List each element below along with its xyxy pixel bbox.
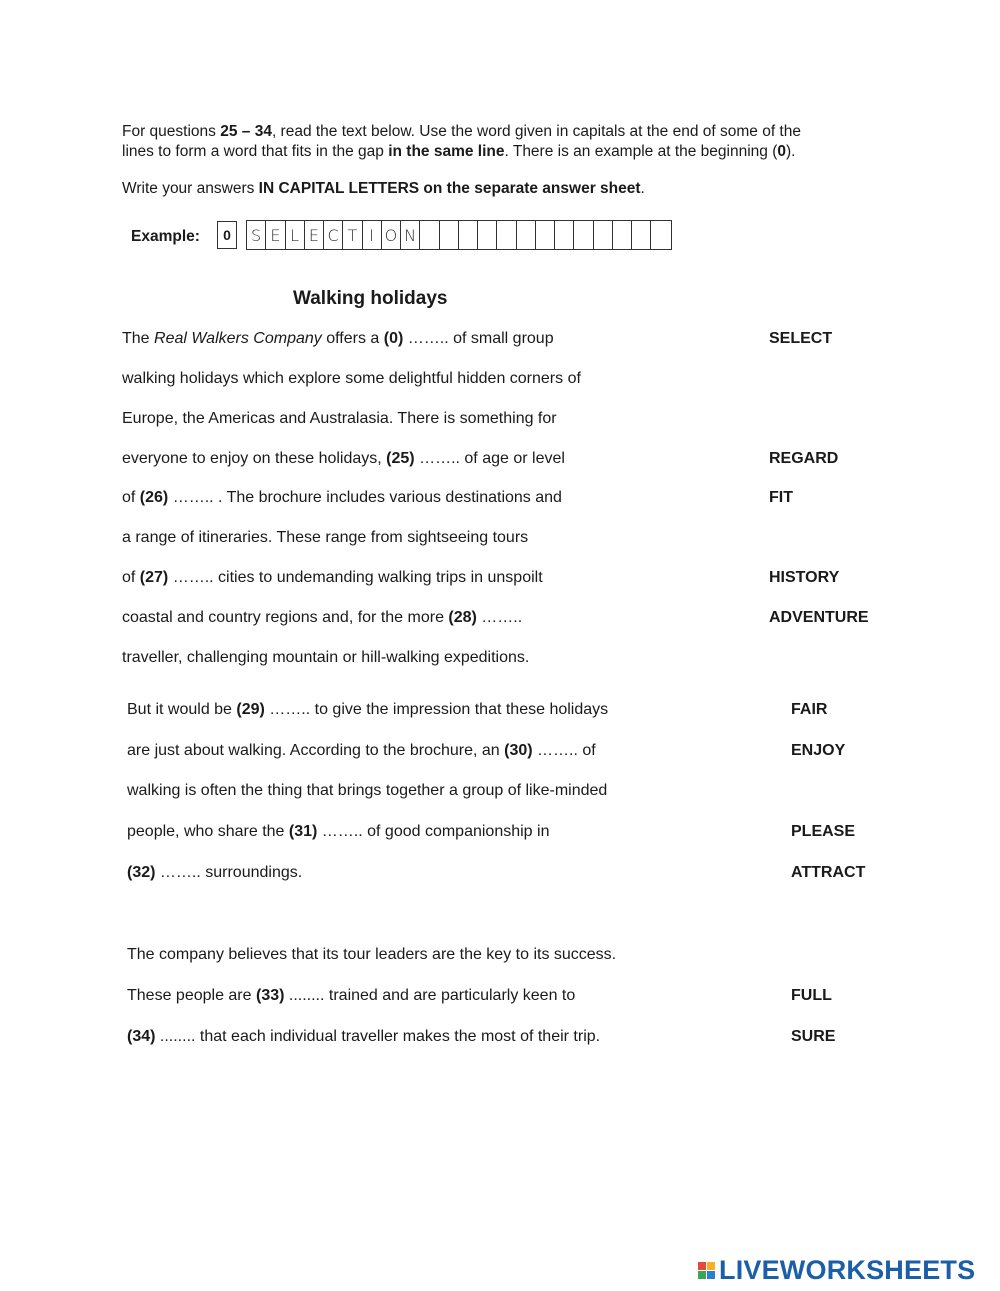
keyword-29: FAIR: [791, 701, 828, 718]
keyword-0: SELECT: [769, 330, 833, 347]
text-line: are just about walking. According to the brochure, an (30) …….. of: [127, 742, 596, 759]
liveworksheets-logo: [698, 1255, 975, 1286]
keyword-31: PLEASE: [791, 823, 856, 840]
answer-cell: C: [324, 221, 343, 249]
answer-cell: [536, 221, 555, 249]
example-label: Example:: [131, 228, 200, 245]
text-line: everyone to enjoy on these holidays, (25) …….. of age or level: [122, 450, 565, 467]
text-line: The company believes that its tour leaders are the key to its success.: [127, 946, 617, 963]
text-line: coastal and country regions and, for the more (28) ……..: [122, 609, 523, 626]
answer-cell: [555, 221, 574, 249]
logo-mark-icon: [698, 1262, 715, 1279]
text-line: of (26) …….. . The brochure includes various destinations and: [122, 489, 562, 506]
keyword-26: FIT: [769, 489, 793, 506]
example-number-box: 0: [217, 221, 237, 249]
text-line: traveller, challenging mountain or hill-walking expeditions.: [122, 649, 530, 666]
answer-cell: [517, 221, 536, 249]
text-line: The Real Walkers Company offers a (0) …….. of small group: [122, 330, 554, 347]
answer-cell: [478, 221, 497, 249]
keyword-30: ENJOY: [791, 742, 846, 759]
text-line: But it would be (29) …….. to give the impression that these holidays: [127, 701, 609, 718]
page-title: Walking holidays: [293, 288, 448, 309]
text-line: These people are (33) ........ trained and are particularly keen to: [127, 987, 576, 1004]
text-line: walking is often the thing that brings together a group of like-minded: [127, 782, 608, 799]
instruction-line-1: For questions 25 – 34, read the text below. Use the word given in capitals at the end of some of the: [122, 123, 801, 140]
answer-cell: O: [382, 221, 401, 249]
keyword-25: REGARD: [769, 450, 839, 467]
answer-cell: [420, 221, 439, 249]
keyword-28: ADVENTURE: [769, 609, 869, 626]
answer-cell: [459, 221, 478, 249]
keyword-34: SURE: [791, 1028, 836, 1045]
instruction-line-3: Write your answers IN CAPITAL LETTERS on the separate answer sheet.: [122, 180, 645, 197]
answer-cell: L: [286, 221, 305, 249]
answer-cell: [440, 221, 459, 249]
text-line: of (27) …….. cities to undemanding walking trips in unspoilt: [122, 569, 543, 586]
answer-cell: [574, 221, 593, 249]
answer-cell: [632, 221, 651, 249]
text-line: people, who share the (31) …….. of good companionship in: [127, 823, 550, 840]
instruction-line-2: lines to form a word that fits in the gap in the same line. There is an example at the beginning (0).: [122, 143, 796, 160]
answer-cell: [651, 221, 670, 249]
answer-cell: [594, 221, 613, 249]
answer-cell: T: [343, 221, 362, 249]
answer-cell: N: [401, 221, 420, 249]
answer-cell: [497, 221, 516, 249]
logo-text: LIVEWORKSHEETS: [719, 1255, 976, 1285]
answer-cell: [613, 221, 632, 249]
example-answer-grid: [246, 220, 672, 250]
keyword-33: FULL: [791, 987, 832, 1004]
answer-cell: I: [363, 221, 382, 249]
keyword-27: HISTORY: [769, 569, 840, 586]
answer-cell: E: [266, 221, 285, 249]
text-line: walking holidays which explore some delightful hidden corners of: [122, 370, 581, 387]
keyword-32: ATTRACT: [791, 864, 866, 881]
answer-cell: S: [247, 221, 266, 249]
text-line: (34) ........ that each individual traveller makes the most of their trip.: [127, 1028, 601, 1045]
answer-cell: E: [305, 221, 324, 249]
text-line: Europe, the Americas and Australasia. There is something for: [122, 410, 557, 427]
text-line: a range of itineraries. These range from sightseeing tours: [122, 529, 529, 546]
text-line: (32) …….. surroundings.: [127, 864, 303, 881]
